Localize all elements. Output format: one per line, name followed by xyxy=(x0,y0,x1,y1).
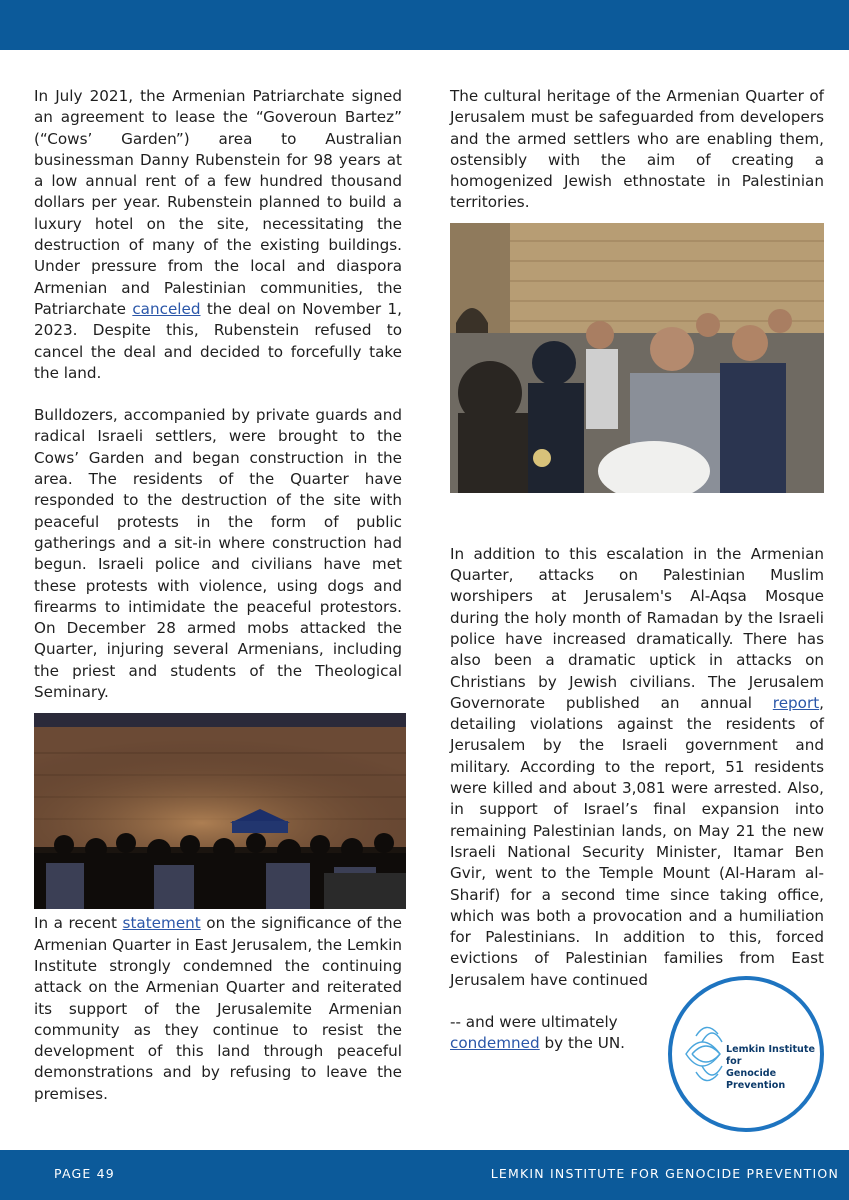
left-paragraph-3-end: on the significance of the Armenian Quarter in East Jerusalem, the Lemkin Institute strongly condemned the continuing attack on the Armenian Quarter and reiterated its support of the Jerusalemite Armenian community as they continue to resist the development of this land through peaceful demonstrations and by refusing to leave the premises. xyxy=(34,914,402,1103)
canceled-link[interactable]: canceled xyxy=(132,299,201,318)
protest-night-photo xyxy=(34,713,406,909)
left-paragraph-1-end: the deal on November 1, 2023. Despite this, Rubenstein refused to cancel the deal and decided to forcefully take the land. xyxy=(34,299,402,382)
report-link[interactable]: report xyxy=(772,693,820,712)
clergy-police-image xyxy=(450,223,824,493)
page-number: PAGE 49 xyxy=(54,1166,115,1181)
protest-night-image xyxy=(34,713,406,909)
footer-organization: LEMKIN INSTITUTE FOR GENOCIDE PREVENTION xyxy=(490,1166,839,1181)
logo-text-line-1: Lemkin Institute for xyxy=(726,1044,815,1067)
right-paragraph-2-end: , detailing violations against the residents of Jerusalem by the Israeli government and military. According to the report, 51 residents were killed and about 3,081 were arrested. Also, in support of Israel’s final expansion into remaining Palestinian lands, on May 21 the new Israeli National Security Minister, Itamar Ben Gvir, went to the Temple Mount (Al-Haram al-Sharif) for a second time since taking office, which was both a provocation and a humiliation for Palestinians. In addition to this, forced evictions of Palestinian families from East Jerusalem have continued xyxy=(450,693,824,989)
left-paragraph-3-start: In a recent xyxy=(34,914,123,933)
logo-text-line-2: Genocide Prevention xyxy=(726,1068,786,1091)
header-bar xyxy=(0,0,849,50)
left-column xyxy=(34,86,402,1105)
condemned-link[interactable]: condemned xyxy=(450,1034,540,1053)
right-paragraph-2 xyxy=(450,544,824,991)
right-paragraph-3-end: by the UN. xyxy=(539,1034,626,1053)
statement-link[interactable]: statement xyxy=(122,914,201,933)
left-paragraph-1 xyxy=(34,86,402,384)
logo-text xyxy=(726,1044,826,1092)
right-paragraph-3 xyxy=(450,1012,650,1055)
right-paragraph-2-start: In addition to this escalation in the Armenian Quarter, attacks on Palestinian Muslim worshipers at Jerusalem's Al-Aqsa Mosque during the holy month of Ramadan by the Israeli police have increased dramatically. There has also been a dramatic uptick in attacks on Christians by Jewish civilians. The Jerusalem Governorate published an annual xyxy=(450,544,824,712)
right-paragraph-1: The cultural heritage of the Armenian Quarter of Jerusalem must be safeguarded from developers and the armed settlers who are enabling them, ostensibly with the aim of creating a homogenized Jewish ethnostate in Palestinian territories. xyxy=(450,87,824,212)
left-paragraph-2: Bulldozers, accompanied by private guards and radical Israeli settlers, were brought to the Cows’ Garden and began construction in the area. The residents of the Quarter have responded to the destruction of the site with peaceful protests in the form of public gatherings and a sit-in where construction had begun. Israeli police and civilians have met these protests with violence, using dogs and firearms to intimidate the peaceful protestors. On December 28 armed mobs attacked the Quarter, injuring several Armenians, including the priest and students of the Theological Seminary. xyxy=(34,406,402,702)
clergy-police-photo xyxy=(450,223,824,493)
right-paragraph-3-start: -- and were ultimately xyxy=(450,1013,618,1032)
left-paragraph-1-text: In July 2021, the Armenian Patriarchate signed an agreement to lease the “Goveroun Bartez” (“Cows’ Garden”) area to Australian businessman Danny Rubenstein for 98 years at a low annual rent of a few hundred thousand dollars per year. Rubenstein planned to build a luxury hotel on the site, necessitating the destruction of many of the existing buildings. Under pressure from the local and diaspora Armenian and Palestinian communities, the Patriarchate xyxy=(34,87,402,318)
left-paragraph-3 xyxy=(34,913,402,1105)
right-column xyxy=(450,86,824,1055)
lemkin-institute-logo xyxy=(668,976,824,1132)
footer-bar xyxy=(0,1150,849,1200)
